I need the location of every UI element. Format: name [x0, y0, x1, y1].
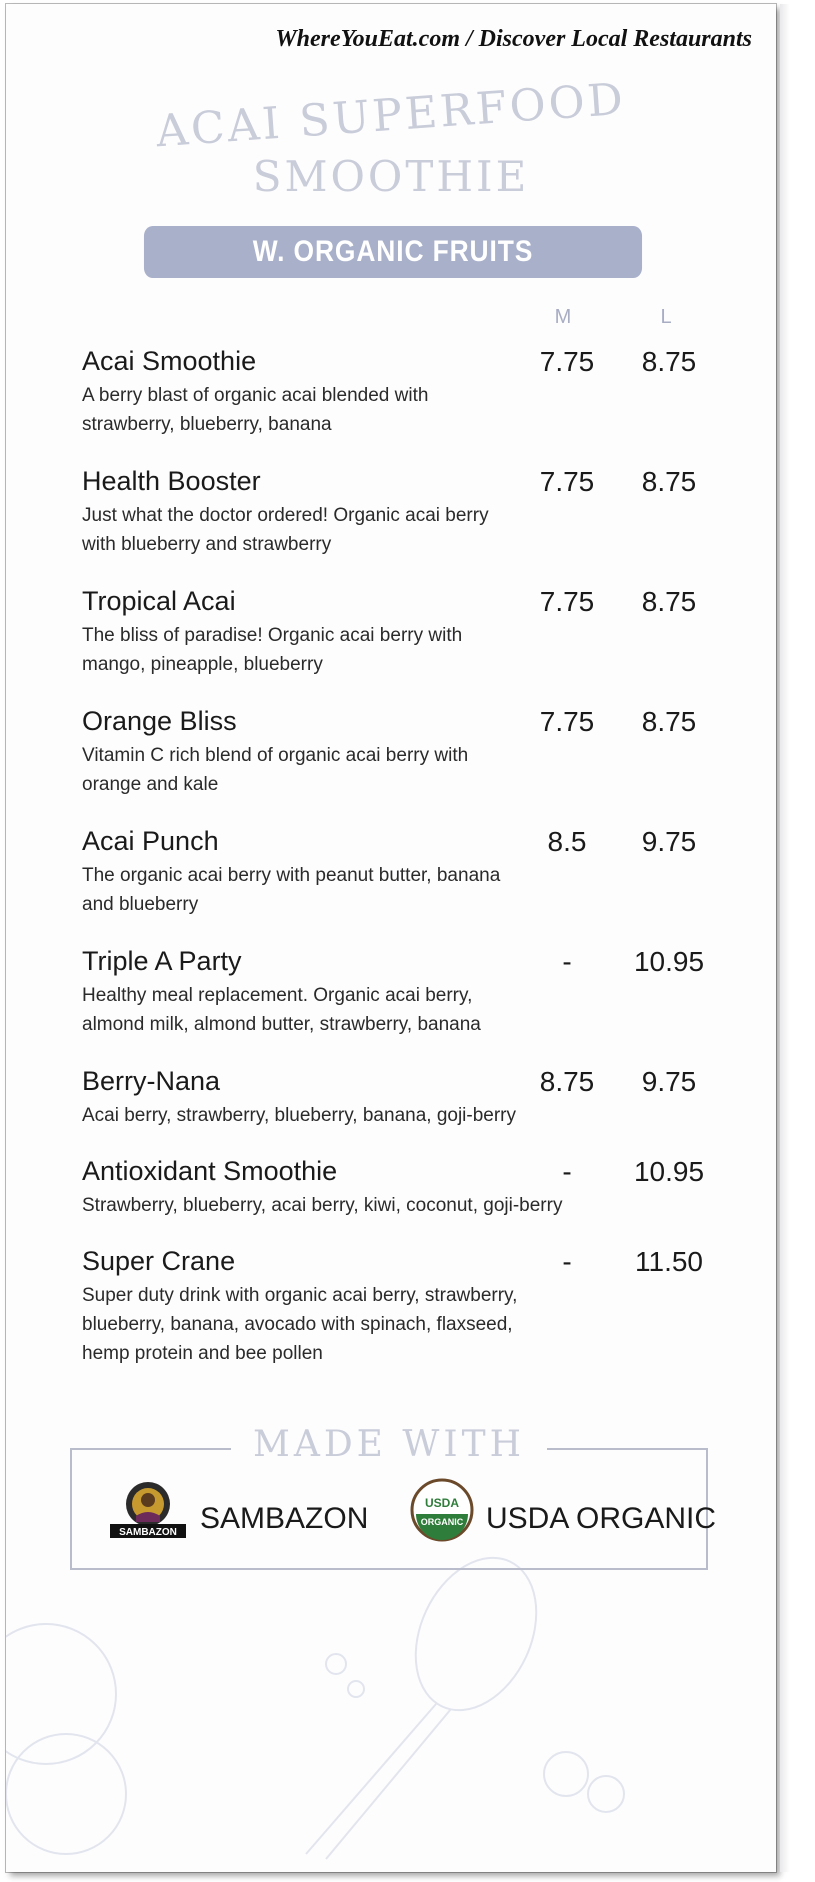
item-name: Health Booster — [82, 466, 261, 496]
item-description: Vitamin C rich blend of organic acai berry with orange and kale — [82, 745, 469, 795]
size-header-large: L — [660, 306, 672, 328]
page-edge — [780, 4, 790, 1872]
item-name: Triple A Party — [82, 946, 242, 976]
menu-page — [6, 4, 776, 1872]
item-description: Just what the doctor ordered! Organic acai berry with blueberry and strawberry — [82, 505, 489, 555]
price-large: 8.75 — [641, 466, 697, 497]
price-medium: 8.5 — [547, 826, 587, 857]
price-medium: 7.75 — [539, 346, 595, 377]
sambazon-logo-text: SAMBAZON — [119, 1527, 177, 1538]
item-name: Tropical Acai — [82, 586, 236, 616]
item-description: Strawberry, blueberry, acai berry, kiwi, coconut, goji-berry — [82, 1195, 563, 1216]
menu-item — [82, 946, 762, 1039]
menu-item — [82, 1246, 762, 1368]
menu-item — [82, 1066, 762, 1130]
price-large: 8.75 — [641, 346, 697, 377]
item-name: Antioxidant Smoothie — [82, 1156, 338, 1186]
price-medium: 7.75 — [539, 586, 595, 617]
made-with-box — [70, 1424, 717, 1570]
price-large: 8.75 — [641, 586, 697, 617]
sambazon-logo-icon — [108, 1478, 188, 1542]
item-description: The bliss of paradise! Organic acai berry with mango, pineapple, blueberry — [82, 625, 463, 675]
menu-item — [82, 1156, 762, 1220]
made-with-title-wrap — [72, 1424, 706, 1465]
brand-label-sambazon: SAMBAZON — [200, 1502, 369, 1535]
section-banner: W. ORGANIC FRUITS — [144, 226, 642, 278]
price-large: 11.50 — [635, 1246, 703, 1277]
item-name: Acai Punch — [82, 826, 219, 856]
price-large: 10.95 — [633, 1156, 705, 1187]
price-large: 9.75 — [641, 826, 697, 857]
menu-title-line1: ACAI SUPERFOOD — [154, 73, 628, 158]
usda-logo-text: USDA — [424, 1496, 460, 1510]
menu-item — [82, 346, 762, 439]
menu-item — [82, 466, 762, 559]
menu-title-line2: SMOOTHIE — [252, 152, 530, 201]
price-large: 10.95 — [633, 946, 705, 977]
made-with-title: MADE WITH — [231, 1424, 547, 1465]
price-medium: 7.75 — [539, 466, 595, 497]
price-medium: - — [562, 1246, 572, 1277]
item-name: Orange Bliss — [82, 706, 237, 736]
menu-item — [82, 586, 762, 679]
price-medium: - — [562, 1156, 572, 1187]
item-description: Super duty drink with organic acai berry, strawberry, blueberry, banana, avocado with spinach, flaxseed, hemp protein and bee pollen — [82, 1285, 518, 1364]
item-description: Acai berry, strawberry, blueberry, banana, goji-berry — [82, 1105, 517, 1126]
menu-item — [82, 826, 762, 919]
item-name: Super Crane — [82, 1246, 236, 1276]
site-watermark: WhereYouEat.com / Discover Local Restaurants — [275, 26, 752, 52]
price-medium: 8.75 — [539, 1066, 595, 1097]
usda-organic-seal-icon — [410, 1478, 474, 1542]
price-medium: - — [562, 946, 572, 977]
size-header-medium: M — [554, 306, 572, 328]
organic-logo-text: ORGANIC — [420, 1517, 464, 1527]
brand-label-usda-organic: USDA ORGANIC — [486, 1502, 717, 1535]
item-description: Healthy meal replacement. Organic acai berry, almond milk, almond butter, strawberry, banana — [82, 985, 481, 1035]
price-large: 8.75 — [641, 706, 697, 737]
item-description: A berry blast of organic acai blended with strawberry, blueberry, banana — [82, 385, 429, 435]
menu-item — [82, 706, 762, 799]
price-medium: 7.75 — [539, 706, 595, 737]
item-description: The organic acai berry with peanut butter, banana and blueberry — [82, 865, 501, 915]
price-large: 9.75 — [641, 1066, 697, 1097]
item-name: Berry-Nana — [82, 1066, 221, 1096]
item-name: Acai Smoothie — [82, 346, 257, 376]
